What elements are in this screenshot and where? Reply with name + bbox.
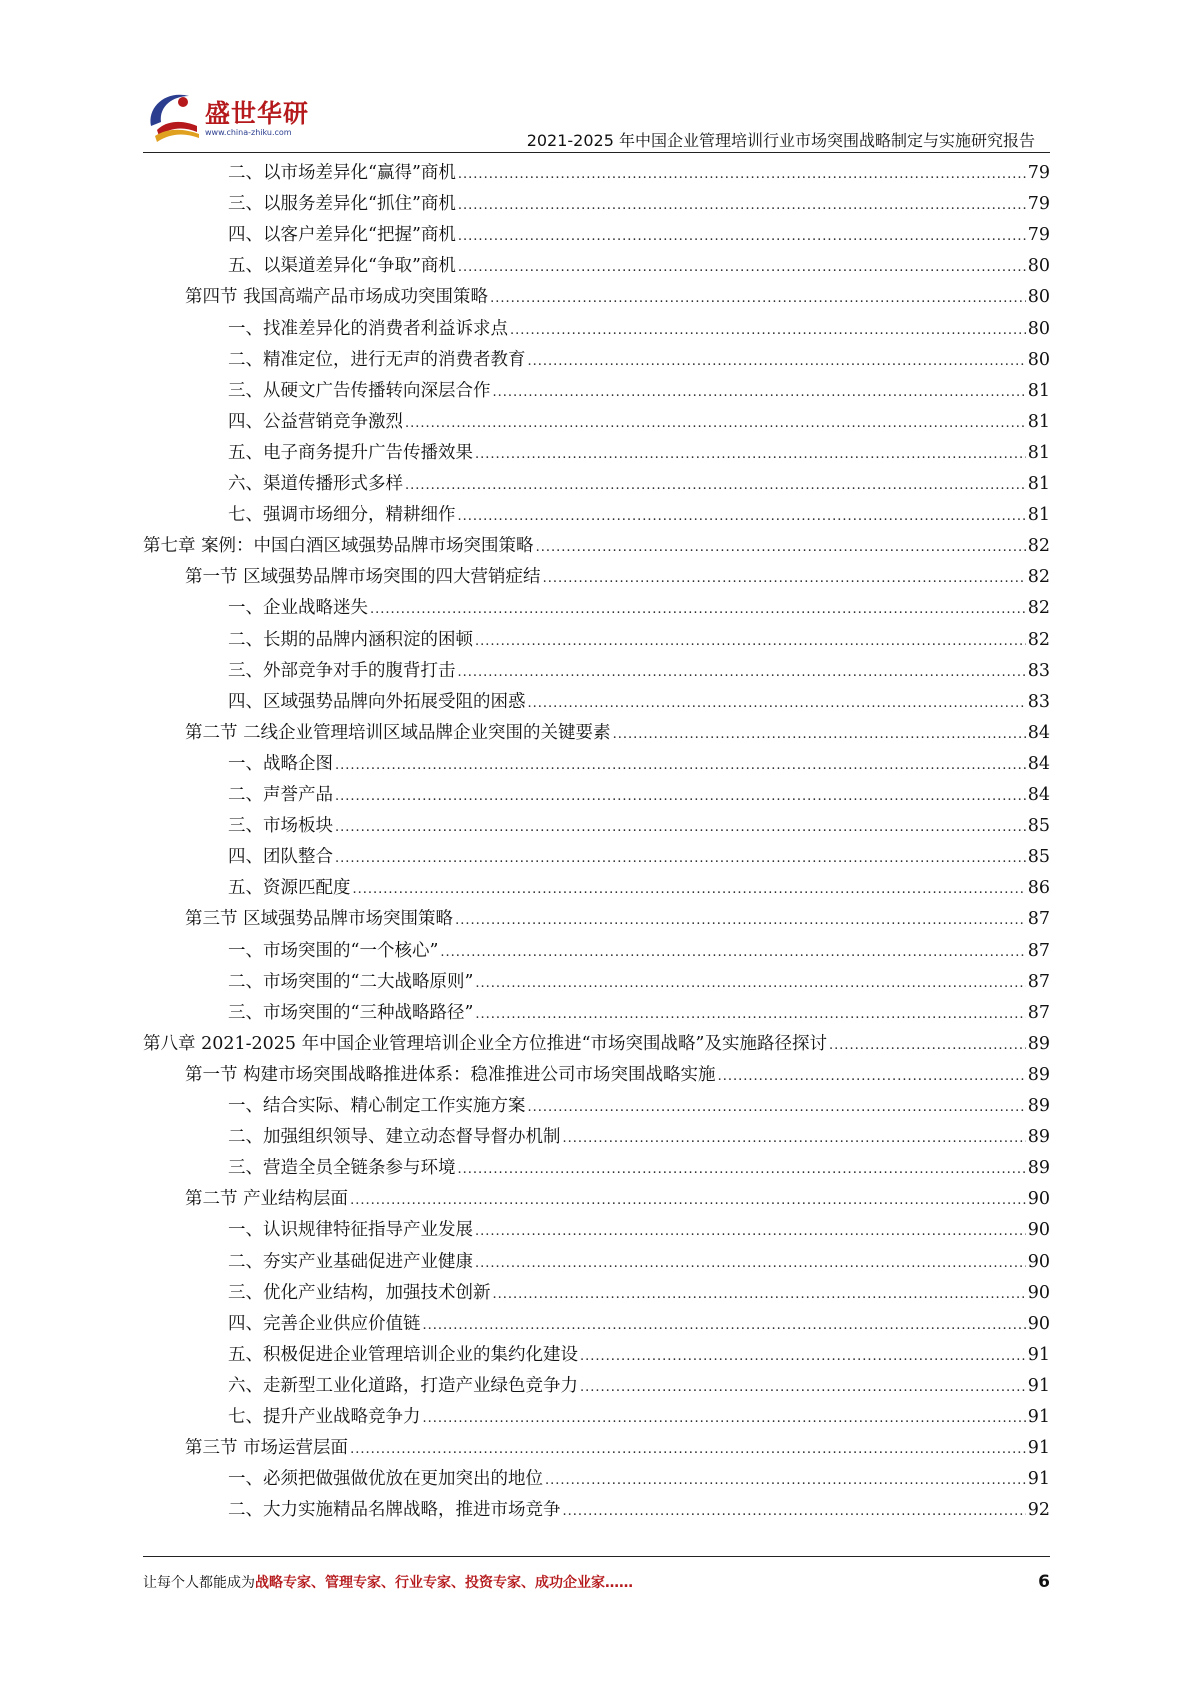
toc-entry-page: 81 — [1027, 474, 1050, 494]
toc-entry-title: 第二节 产业结构层面 — [185, 1189, 349, 1210]
toc-dot-leader — [370, 595, 1026, 621]
toc-entry-page: 92 — [1027, 1500, 1050, 1521]
toc-entry-page: 90 — [1027, 1189, 1050, 1210]
toc-entry[interactable] — [228, 1124, 1050, 1150]
toc-entry[interactable] — [228, 1497, 1050, 1523]
report-title: 2021-2025 年中国企业管理培训行业市场突围战略制定与实施研究报告 — [526, 131, 1035, 150]
toc-entry-title: 一、必须把做强做优放在更加突出的地位 — [228, 1469, 543, 1490]
toc-entry-title: 七、提升产业战略竞争力 — [228, 1407, 421, 1427]
toc-entry[interactable] — [228, 1311, 1050, 1337]
toc-entry-title: 一、企业战略迷失 — [228, 598, 368, 619]
toc-entry-page: 91 — [1027, 1407, 1050, 1427]
toc-entry[interactable] — [228, 222, 1050, 248]
toc-dot-leader — [475, 440, 1026, 466]
toc-dot-leader — [335, 844, 1026, 870]
toc-entry-title: 五、资源匹配度 — [228, 878, 351, 899]
toc-dot-leader — [475, 1000, 1025, 1026]
toc-dot-leader — [458, 502, 1026, 528]
logo-text: 盛世华研 — [205, 99, 310, 128]
toc-dot-leader — [528, 689, 1026, 715]
page-number: 6 — [1038, 1572, 1050, 1592]
toc-entry-title: 四、完善企业供应价值链 — [228, 1313, 421, 1334]
toc-entry-page: 91 — [1027, 1344, 1050, 1365]
toc-dot-leader — [580, 1342, 1026, 1368]
toc-entry-page: 87 — [1027, 940, 1050, 961]
toc-dot-leader — [440, 938, 1025, 964]
toc-dot-leader — [563, 1497, 1026, 1523]
toc-dot-leader — [475, 1249, 1026, 1275]
toc-entry-title: 一、战略企图 — [228, 753, 333, 774]
toc-entry-title: 二、精准定位，进行无声的消费者教育 — [228, 349, 526, 370]
toc-entry[interactable] — [228, 689, 1050, 715]
toc-entry-title: 二、以市场差异化“赢得”商机 — [228, 163, 456, 183]
toc-entry-page: 87 — [1027, 1002, 1050, 1023]
toc-entry-page: 90 — [1027, 1282, 1050, 1303]
toc-entry-title: 第一节 构建市场突围战略推进体系：稳准推进公司市场突围战略实施 — [185, 1064, 716, 1085]
toc-entry[interactable] — [228, 938, 1050, 964]
toc-dot-leader — [580, 1373, 1026, 1399]
toc-entry-title: 二、长期的品牌内涵积淀的困顿 — [228, 629, 473, 650]
toc-entry[interactable] — [228, 1093, 1050, 1119]
toc-entry-page: 80 — [1027, 318, 1050, 339]
toc-entry-title: 四、以客户差异化“把握”商机 — [228, 225, 456, 246]
toc-entry-page: 83 — [1027, 691, 1050, 712]
toc-entry-title: 二、夯实产业基础促进产业健康 — [228, 1251, 473, 1272]
toc-entry-title: 一、找准差异化的消费者利益诉求点 — [228, 318, 508, 339]
toc-dot-leader — [475, 1217, 1026, 1243]
toc-entry[interactable] — [228, 378, 1050, 404]
toc-dot-leader — [350, 1435, 1026, 1461]
toc-entry-title: 六、走新型工业化道路，打造产业绿色竞争力 — [228, 1375, 578, 1396]
header-divider — [143, 152, 1050, 153]
toc-entry[interactable] — [185, 1186, 1050, 1212]
toc-dot-leader — [475, 969, 1025, 995]
toc-dot-leader — [405, 409, 1026, 435]
company-logo — [143, 86, 313, 150]
toc-entry[interactable] — [228, 969, 1050, 995]
toc-entry-page: 84 — [1027, 753, 1050, 774]
toc-entry-page: 79 — [1027, 194, 1050, 215]
toc-entry-title: 第四节 我国高端产品市场成功突围策略 — [185, 287, 489, 308]
toc-entry-title: 二、大力实施精品名牌战略，推进市场竞争 — [228, 1500, 561, 1521]
toc-entry-title: 四、公益营销竞争激烈 — [228, 411, 403, 432]
footer-slogan-highlight: 战略专家、管理专家、行业专家、投资专家、成功企业家…… — [255, 1575, 633, 1591]
toc-entry-page: 82 — [1027, 567, 1050, 588]
toc-entry[interactable] — [228, 658, 1050, 684]
toc-dot-leader — [563, 1124, 1026, 1150]
toc-dot-leader — [475, 627, 1026, 653]
toc-dot-leader — [350, 1186, 1026, 1212]
toc-dot-leader — [423, 1311, 1026, 1337]
toc-entry-page: 91 — [1027, 1375, 1050, 1396]
toc-entry-title: 一、市场突围的“一个核心” — [228, 940, 439, 961]
toc-entry-page: 89 — [1027, 1064, 1050, 1085]
toc-dot-leader — [490, 284, 1026, 310]
toc-entry-page: 87 — [1027, 971, 1050, 992]
toc-entry-page: 90 — [1027, 1220, 1050, 1241]
logo-url: www.china-zhiku.com — [205, 128, 292, 137]
toc-entry-page: 80 — [1027, 256, 1050, 277]
toc-entry-page: 81 — [1027, 411, 1050, 432]
toc-dot-leader — [829, 1031, 1026, 1057]
toc-entry-page: 82 — [1027, 629, 1050, 650]
toc-entry[interactable] — [185, 906, 1050, 932]
toc-dot-leader — [458, 191, 1026, 217]
toc-entry-page: 89 — [1027, 1033, 1050, 1054]
toc-entry[interactable] — [228, 409, 1050, 435]
toc-entry[interactable] — [228, 1466, 1050, 1492]
toc-entry-title: 二、市场突围的“二大战略原则” — [228, 971, 474, 992]
toc-entry-title: 一、结合实际、精心制定工作实施方案 — [228, 1096, 526, 1116]
toc-entry-page: 80 — [1027, 287, 1050, 308]
toc-entry-page: 81 — [1027, 380, 1050, 401]
toc-entry[interactable] — [228, 1373, 1050, 1399]
toc-entry[interactable] — [228, 191, 1050, 217]
toc-entry-title: 一、认识规律特征指导产业发展 — [228, 1220, 473, 1241]
toc-entry-title: 三、营造全员全链条参与环境 — [228, 1158, 456, 1179]
toc-dot-leader — [458, 1155, 1026, 1181]
toc-dot-leader — [613, 720, 1026, 746]
toc-dot-leader — [353, 875, 1026, 901]
toc-dot-leader — [458, 222, 1026, 248]
toc-entry[interactable] — [228, 502, 1050, 528]
toc-entry[interactable] — [228, 875, 1050, 901]
toc-entry[interactable] — [228, 1404, 1050, 1430]
toc-entry[interactable] — [185, 284, 1050, 310]
page-header — [0, 0, 1191, 150]
toc-dot-leader — [510, 316, 1026, 342]
toc-entry-page: 89 — [1027, 1096, 1050, 1116]
toc-entry-page: 84 — [1027, 785, 1050, 805]
toc-entry[interactable] — [185, 1062, 1050, 1088]
toc-entry-page: 90 — [1027, 1313, 1050, 1334]
toc-dot-leader — [335, 782, 1026, 808]
toc-entry[interactable] — [228, 782, 1050, 808]
toc-entry-page: 79 — [1027, 225, 1050, 246]
footer-divider — [143, 1556, 1050, 1557]
toc-entry-page: 91 — [1027, 1469, 1050, 1490]
toc-entry-page: 79 — [1027, 163, 1050, 183]
toc-entry-page: 89 — [1027, 1158, 1050, 1179]
toc-entry-title: 第三节 区域强势品牌市场突围策略 — [185, 909, 454, 930]
toc-entry-page: 82 — [1027, 598, 1050, 619]
toc-entry[interactable] — [228, 751, 1050, 777]
toc-entry[interactable] — [228, 595, 1050, 621]
toc-dot-leader — [335, 813, 1026, 839]
toc-entry[interactable] — [185, 720, 1050, 746]
toc-entry[interactable] — [228, 1155, 1050, 1181]
toc-entry-title: 第七章 案例：中国白酒区域强势品牌市场突围策略 — [143, 536, 534, 557]
toc-entry-title: 第二节 二线企业管理培训区域品牌企业突围的关键要素 — [185, 722, 611, 743]
toc-entry[interactable] — [228, 160, 1050, 186]
toc-entry-title: 三、市场板块 — [228, 816, 333, 837]
toc-entry[interactable] — [228, 440, 1050, 466]
toc-entry[interactable] — [228, 253, 1050, 279]
toc-entry-page: 80 — [1027, 349, 1050, 370]
toc-entry-page: 91 — [1027, 1438, 1050, 1459]
toc-entry-title: 第一节 区域强势品牌市场突围的四大营销症结 — [185, 567, 541, 588]
toc-entry[interactable] — [143, 533, 1050, 559]
toc-entry-page: 87 — [1027, 909, 1050, 930]
toc-entry[interactable] — [185, 1435, 1050, 1461]
toc-entry-title: 四、区域强势品牌向外拓展受阻的困惑 — [228, 691, 526, 712]
toc-entry-page: 82 — [1027, 536, 1050, 557]
toc-entry[interactable] — [228, 1280, 1050, 1306]
toc-entry[interactable] — [228, 1000, 1050, 1026]
toc-dot-leader — [528, 1093, 1026, 1119]
toc-entry[interactable] — [228, 627, 1050, 653]
toc-entry-title: 第三节 市场运营层面 — [185, 1438, 349, 1459]
toc-entry[interactable] — [185, 564, 1050, 590]
toc-dot-leader — [335, 751, 1026, 777]
toc-dot-leader — [545, 1466, 1026, 1492]
toc-entry[interactable] — [228, 813, 1050, 839]
toc-entry[interactable] — [228, 1249, 1050, 1275]
toc-dot-leader — [423, 1404, 1026, 1430]
toc-entry-title: 二、声誉产品 — [228, 785, 333, 805]
toc-entry-page: 89 — [1027, 1127, 1050, 1148]
toc-dot-leader — [455, 906, 1026, 932]
toc-entry-title: 三、从硬文广告传播转向深层合作 — [228, 380, 491, 401]
logo-emblem-icon — [143, 86, 203, 146]
toc-entry-page: 83 — [1027, 660, 1050, 681]
toc-dot-leader — [543, 564, 1026, 590]
toc-dot-leader — [528, 347, 1026, 373]
toc-dot-leader — [718, 1062, 1026, 1088]
toc-entry-title: 二、加强组织领导、建立动态督导督办机制 — [228, 1127, 561, 1148]
toc-entry-title: 五、以渠道差异化“争取”商机 — [228, 256, 456, 277]
toc-entry-title: 五、电子商务提升广告传播效果 — [228, 442, 473, 463]
toc-dot-leader — [458, 253, 1026, 279]
toc-entry-title: 七、强调市场细分，精耕细作 — [228, 505, 456, 526]
toc-dot-leader — [493, 1280, 1026, 1306]
toc-entry-page: 81 — [1027, 442, 1050, 463]
toc-entry-title: 五、积极促进企业管理培训企业的集约化建设 — [228, 1344, 578, 1365]
toc-entry[interactable] — [228, 316, 1050, 342]
toc-entry-page: 86 — [1027, 878, 1050, 899]
toc-entry-title: 第八章 2021-2025 年中国企业管理培训企业全方位推进“市场突围战略”及实施路径探讨 — [143, 1033, 828, 1054]
toc-entry-title: 三、以服务差异化“抓住”商机 — [228, 194, 456, 215]
toc-entry-page: 90 — [1027, 1251, 1050, 1272]
toc-entry[interactable] — [228, 471, 1050, 497]
footer-slogan-lead: 让每个人都能成为 — [143, 1575, 255, 1591]
toc-entry-title: 四、团队整合 — [228, 847, 333, 868]
toc-entry-page: 84 — [1027, 722, 1050, 743]
toc-entry-title: 三、市场突围的“三种战略路径” — [228, 1002, 474, 1023]
toc-entry[interactable] — [228, 1342, 1050, 1368]
toc-dot-leader — [458, 160, 1026, 186]
toc-entry-title: 六、渠道传播形式多样 — [228, 474, 403, 494]
toc-dot-leader — [458, 658, 1026, 684]
toc-dot-leader — [536, 533, 1026, 559]
toc-entry[interactable] — [143, 1031, 1050, 1057]
toc-entry-page: 85 — [1027, 847, 1050, 868]
toc-entry-title: 三、外部竞争对手的腹背打击 — [228, 660, 456, 681]
toc-dot-leader — [493, 378, 1026, 404]
toc-entry[interactable] — [228, 347, 1050, 373]
toc-entry[interactable] — [228, 1217, 1050, 1243]
toc-entry-title: 三、优化产业结构，加强技术创新 — [228, 1282, 491, 1303]
toc-entry-page: 81 — [1027, 505, 1050, 526]
toc-entry-page: 85 — [1027, 816, 1050, 837]
toc-entry[interactable] — [228, 844, 1050, 870]
page-footer — [143, 1572, 1050, 1598]
toc-dot-leader — [405, 471, 1026, 497]
